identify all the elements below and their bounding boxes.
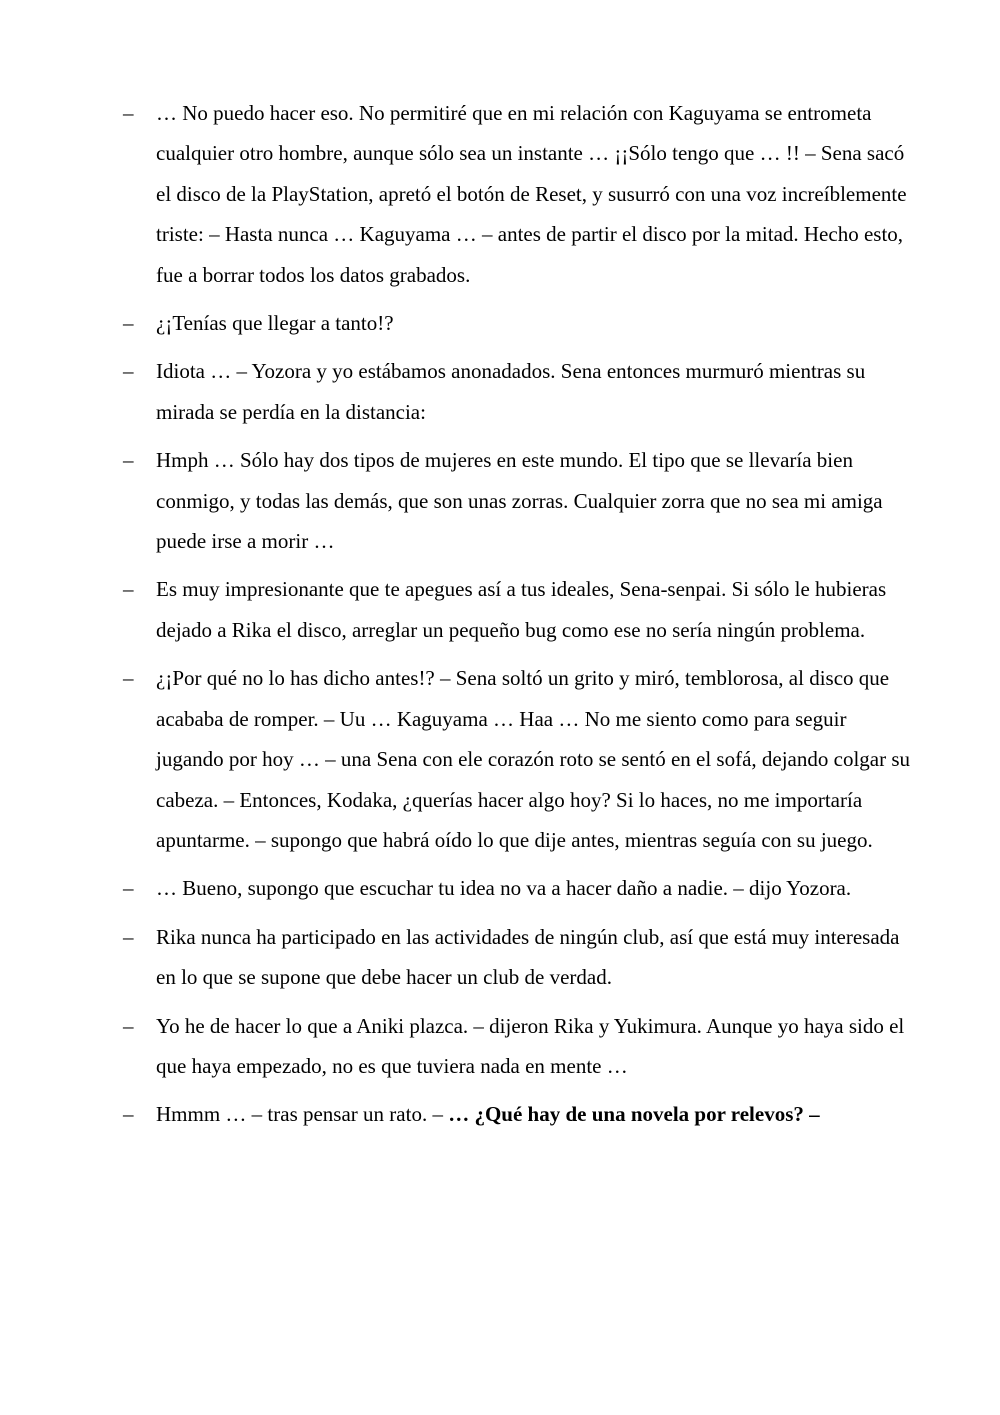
dash-bullet: – <box>123 577 134 602</box>
dialogue-text: … Bueno, supongo que escuchar tu idea no va a hacer daño a nadie. – dijo Yozora. <box>156 876 852 901</box>
dialogue-text: ¿¡Por qué no lo has dicho antes!? – Sena soltó un grito y miró, temblorosa, al disco que acababa de romper. – Uu … Kaguyama … Haa … No me siento como para seguir jugando por hoy … – una Sena con ele corazón roto se sentó en el sofá, dejando colgar su cabeza. – Entonces, Kodaka, ¿querías hacer algo hoy? Si lo haces, no me importaría apuntarme. – supongo que habrá oído lo que dije antes, mientras seguía con su juego. <box>156 666 911 852</box>
dash-bullet: – <box>123 1102 134 1127</box>
dialogue-text: Es muy impresionante que te apegues así a tus ideales, Sena-senpai. Si sólo le hubieras dejado a Rika el disco, arreglar un pequeño bug como ese no sería ningún problema. <box>156 577 887 642</box>
dialogue-text: ¿¡Tenías que llegar a tanto!? <box>156 311 394 336</box>
dialogue-item <box>123 351 913 432</box>
dash-bullet: – <box>123 924 134 949</box>
dialogue-item <box>123 658 913 860</box>
dash-bullet: – <box>123 101 134 125</box>
dialogue-text: Hmph … Sólo hay dos tipos de mujeres en este mundo. El tipo que se llevaría bien conmigo, y todas las demás, que son unas zorras. Cualquier zorra que no sea mi amiga puede irse a morir … <box>156 448 883 554</box>
dash-bullet: – <box>123 1013 134 1038</box>
dialogue-text: Idiota … – Yozora y yo estábamos anonadados. Sena entonces murmuró mientras su mirada se perdía en la distancia: <box>156 359 866 424</box>
dialogue-item <box>123 303 913 343</box>
dash-bullet: – <box>123 359 134 384</box>
dash-bullet: – <box>123 876 134 901</box>
dialogue-text-bold: … ¿Qué hay de una novela por relevos? – <box>448 1102 820 1127</box>
dialogue-item <box>123 440 913 561</box>
dialogue-item <box>123 93 913 295</box>
dialogue-text: Hmmm … – tras pensar un rato. – <box>156 1102 449 1127</box>
dialogue-text: Yo he de hacer lo que a Aniki plazca. – dijeron Rika y Yukimura. Aunque yo haya sido el que haya empezado, no es que tuviera nada en mente … <box>156 1013 905 1078</box>
dash-bullet: – <box>123 311 134 336</box>
dialogue-text: Rika nunca ha participado en las actividades de ningún club, así que está muy interesada en lo que se supone que debe hacer un club de verdad. <box>156 924 900 990</box>
dialogue-text: … No puedo hacer eso. No permitiré que en mi relación con Kaguyama se entrometa cualquier otro hombre, aunque sólo sea un instante … ¡¡Sólo tengo que … !! – Sena sacó el disco de la PlayStation, apretó el botón de Reset, y susurró con una voz increíblemente triste: – Hasta nunca … Kaguyama … – antes de partir el disco por la mitad. Hecho esto, fue a borrar todos los datos grabados. <box>156 101 907 287</box>
dialogue-item <box>123 917 913 998</box>
dialogue-item <box>123 1094 913 1134</box>
dialogue-list <box>123 93 913 1143</box>
dash-bullet: – <box>123 448 134 473</box>
dash-bullet: – <box>123 666 134 691</box>
dialogue-item <box>123 569 913 650</box>
dialogue-item <box>123 1006 913 1087</box>
dialogue-item <box>123 868 913 908</box>
